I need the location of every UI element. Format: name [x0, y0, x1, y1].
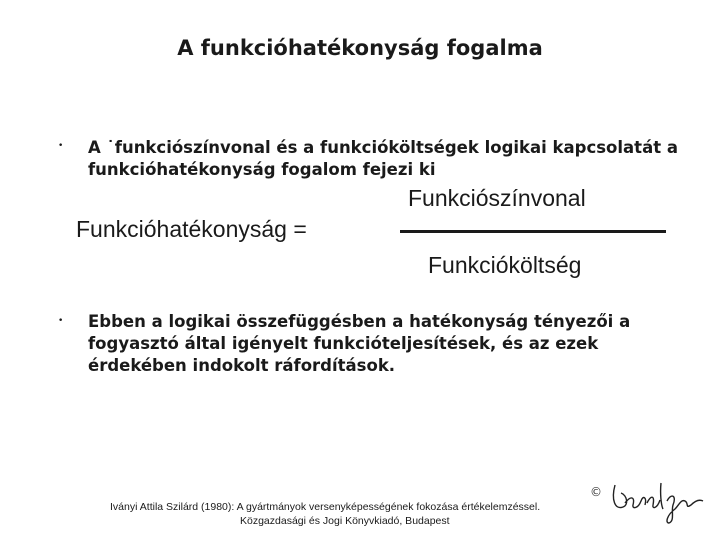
copyright-symbol: ©	[590, 485, 602, 499]
source-citation	[110, 500, 610, 528]
fraction-bar	[400, 230, 666, 233]
formula-lhs: Funkcióhatékonyság =	[76, 216, 307, 242]
formula-numerator: Funkciószínvonal	[408, 185, 586, 211]
source-line-1: Iványi Attila Szilárd (1980): A gyártmányok versenyképességének fokozása értékelemzéssel.	[110, 501, 541, 513]
handwritten-signature	[605, 465, 710, 525]
paragraph-factors: Ebben a logikai összefüggésben a hatékonyság tényezői a fogyasztó által igényelt funkcióteljesítések, és az ezek érdekében indokolt ráfordítások.	[88, 312, 631, 375]
formula-denominator: Funkcióköltség	[428, 252, 582, 278]
bullet-marker: •	[58, 316, 64, 326]
bullet-marker: •	[58, 141, 64, 151]
slide-title: A funkcióhatékonyság fogalma	[177, 36, 543, 60]
paragraph-definition: A ˙funkciószínvonal és a funkcióköltségek logikai kapcsolatát a funkcióhatékonyság fogalom fejezi ki	[88, 138, 678, 179]
source-line-2: Közgazdasági és Jogi Könyvkiadó, Budapest	[240, 515, 450, 527]
